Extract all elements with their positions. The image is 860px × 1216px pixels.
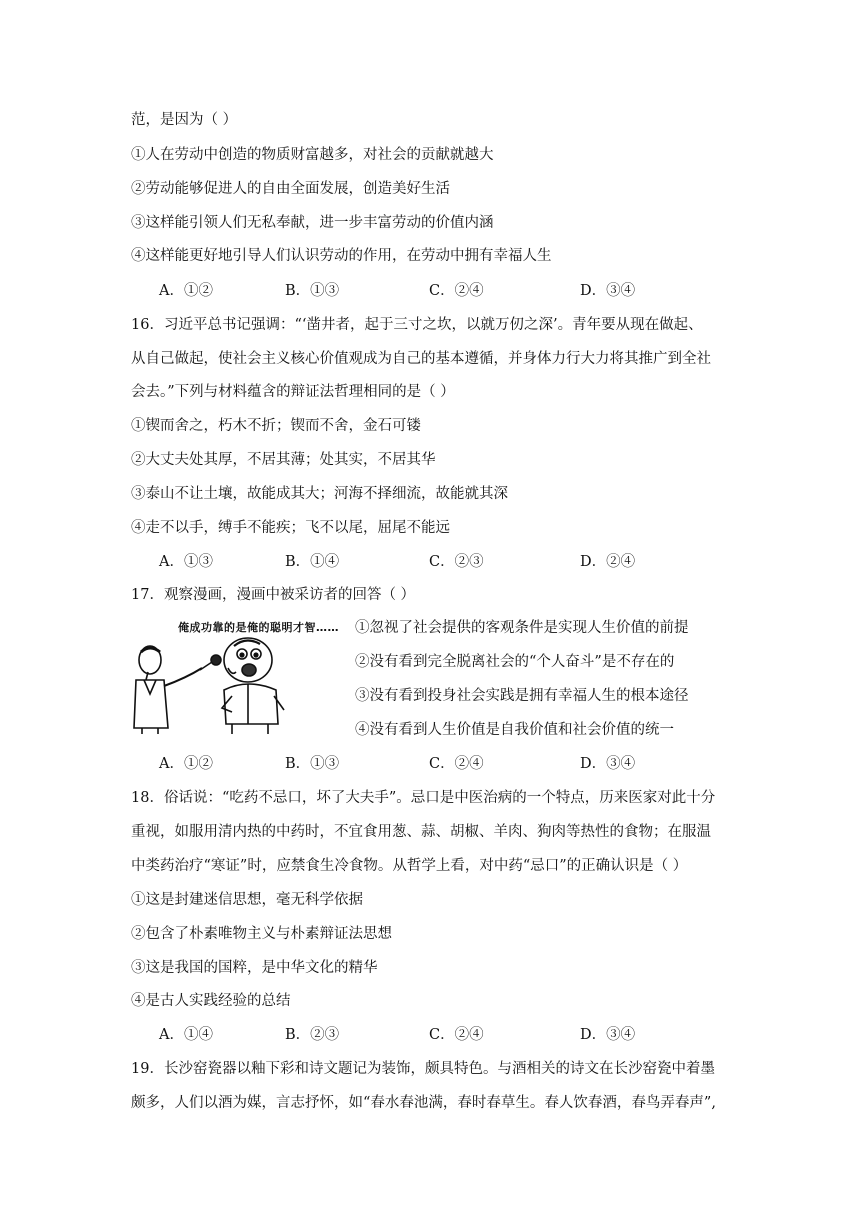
q16-stem-line-1: 16．习近平总书记强调：“‘凿井者，起于三寸之坎，以就万仞之深’。青年要从现在做起、 [131,317,703,333]
cartoon-caption: 俺成功靠的是俺的聪明才智…… [178,621,339,634]
q16-option-a: A．①③ [159,554,213,570]
q16-stem-line-3: 会去。”下列与材料蕴含的辩证法哲理相同的是（ ） [131,384,455,400]
interview-cartoon [128,616,346,738]
q17-stem: 17．观察漫画，漫画中被采访者的回答（ ） [131,587,416,603]
q16-item-1: ①锲而舍之，朽木不折；锲而不舍，金石可镂 [131,418,421,434]
q16-option-b: B．①④ [285,554,340,570]
q17-item-2: ②没有看到完全脱离社会的“个人奋斗”是不存在的 [355,654,675,670]
q17-option-d: D．③④ [580,756,636,772]
q16-option-c: C．②③ [429,554,484,570]
q17-item-3: ③没有看到投身社会实践是拥有幸福人生的根本途径 [355,688,689,704]
q15-option-d: D．③④ [580,283,636,299]
q17-option-a: A．①② [159,756,213,772]
q18-option-d: D．③④ [580,1027,636,1043]
q19-stem-line-2: 颇多，人们以酒为媒，言志抒怀，如“春水春池满，春时春草生。春人饮春酒，春鸟弄春声”, [131,1095,716,1111]
q15-option-a: A．①② [159,283,213,299]
q18-stem-line-1: 18．俗话说：“吃药不忌口，坏了大夫手”。忌口是中医治病的一个特点，历来医家对此十分 [131,790,716,806]
q16-item-3: ③泰山不让土壤，故能成其大；河海不择细流，故能就其深 [131,486,508,502]
q17-item-4: ④没有看到人生价值是自我价值和社会价值的统一 [355,722,674,738]
q18-option-a: A．①④ [159,1027,213,1043]
q18-item-4: ④是古人实践经验的总结 [131,993,291,1009]
q15-option-c: C．②④ [429,283,484,299]
q15-item-1: ①人在劳动中创造的物质财富越多，对社会的贡献就越大 [131,147,494,163]
q18-stem-line-2: 重视，如服用清内热的中药时，不宜食用葱、蒜、胡椒、羊肉、狗肉等热性的食物；在服温 [131,824,711,840]
q17-item-1: ①忽视了社会提供的客观条件是实现人生价值的前提 [355,620,689,636]
q15-item-2: ②劳动能够促进人的自由全面发展，创造美好生活 [131,181,450,197]
q18-option-c: C．②④ [429,1027,484,1043]
q18-option-b: B．②③ [285,1027,340,1043]
q18-item-2: ②包含了朴素唯物主义与朴素辩证法思想 [131,926,392,942]
q18-stem-line-3: 中类药治疗“寒证”时，应禁食生冷食物。从哲学上看，对中药“忌口”的正确认识是（ ） [131,858,688,874]
interviewer-figure [134,646,202,734]
q17-option-b: B．①③ [285,756,340,772]
q15-option-b: B．①③ [285,283,340,299]
q16-item-2: ②大丈夫处其厚，不居其薄；处其实，不居其华 [131,452,436,468]
q16-item-4: ④走不以手，缚手不能疾；飞不以尾，屈尾不能远 [131,520,450,536]
q17-option-c: C．②④ [429,756,484,772]
q15-item-4: ④这样能更好地引导人们认识劳动的作用，在劳动中拥有幸福人生 [131,248,552,264]
q18-item-3: ③这是我国的国粹，是中华文化的精华 [131,960,378,976]
q15-item-3: ③这样能引领人们无私奉献，进一步丰富劳动的价值内涵 [131,215,494,231]
q16-stem-line-2: 从自己做起，使社会主义核心价值观成为自己的基本遵循，并身体力行大力将其推广到全社 [131,351,711,367]
q16-option-d: D．②④ [580,554,636,570]
microphone [200,655,221,670]
q19-stem-line-1: 19．长沙窑瓷器以釉下彩和诗文题记为装饰，颇具特色。与酒相关的诗文在长沙窑瓷中着墨 [131,1061,715,1077]
q15-stem-tail: 范，是因为（ ） [131,112,238,128]
interviewee-figure [222,638,284,734]
q18-item-1: ①这是封建迷信思想，毫无科学依据 [131,892,363,908]
